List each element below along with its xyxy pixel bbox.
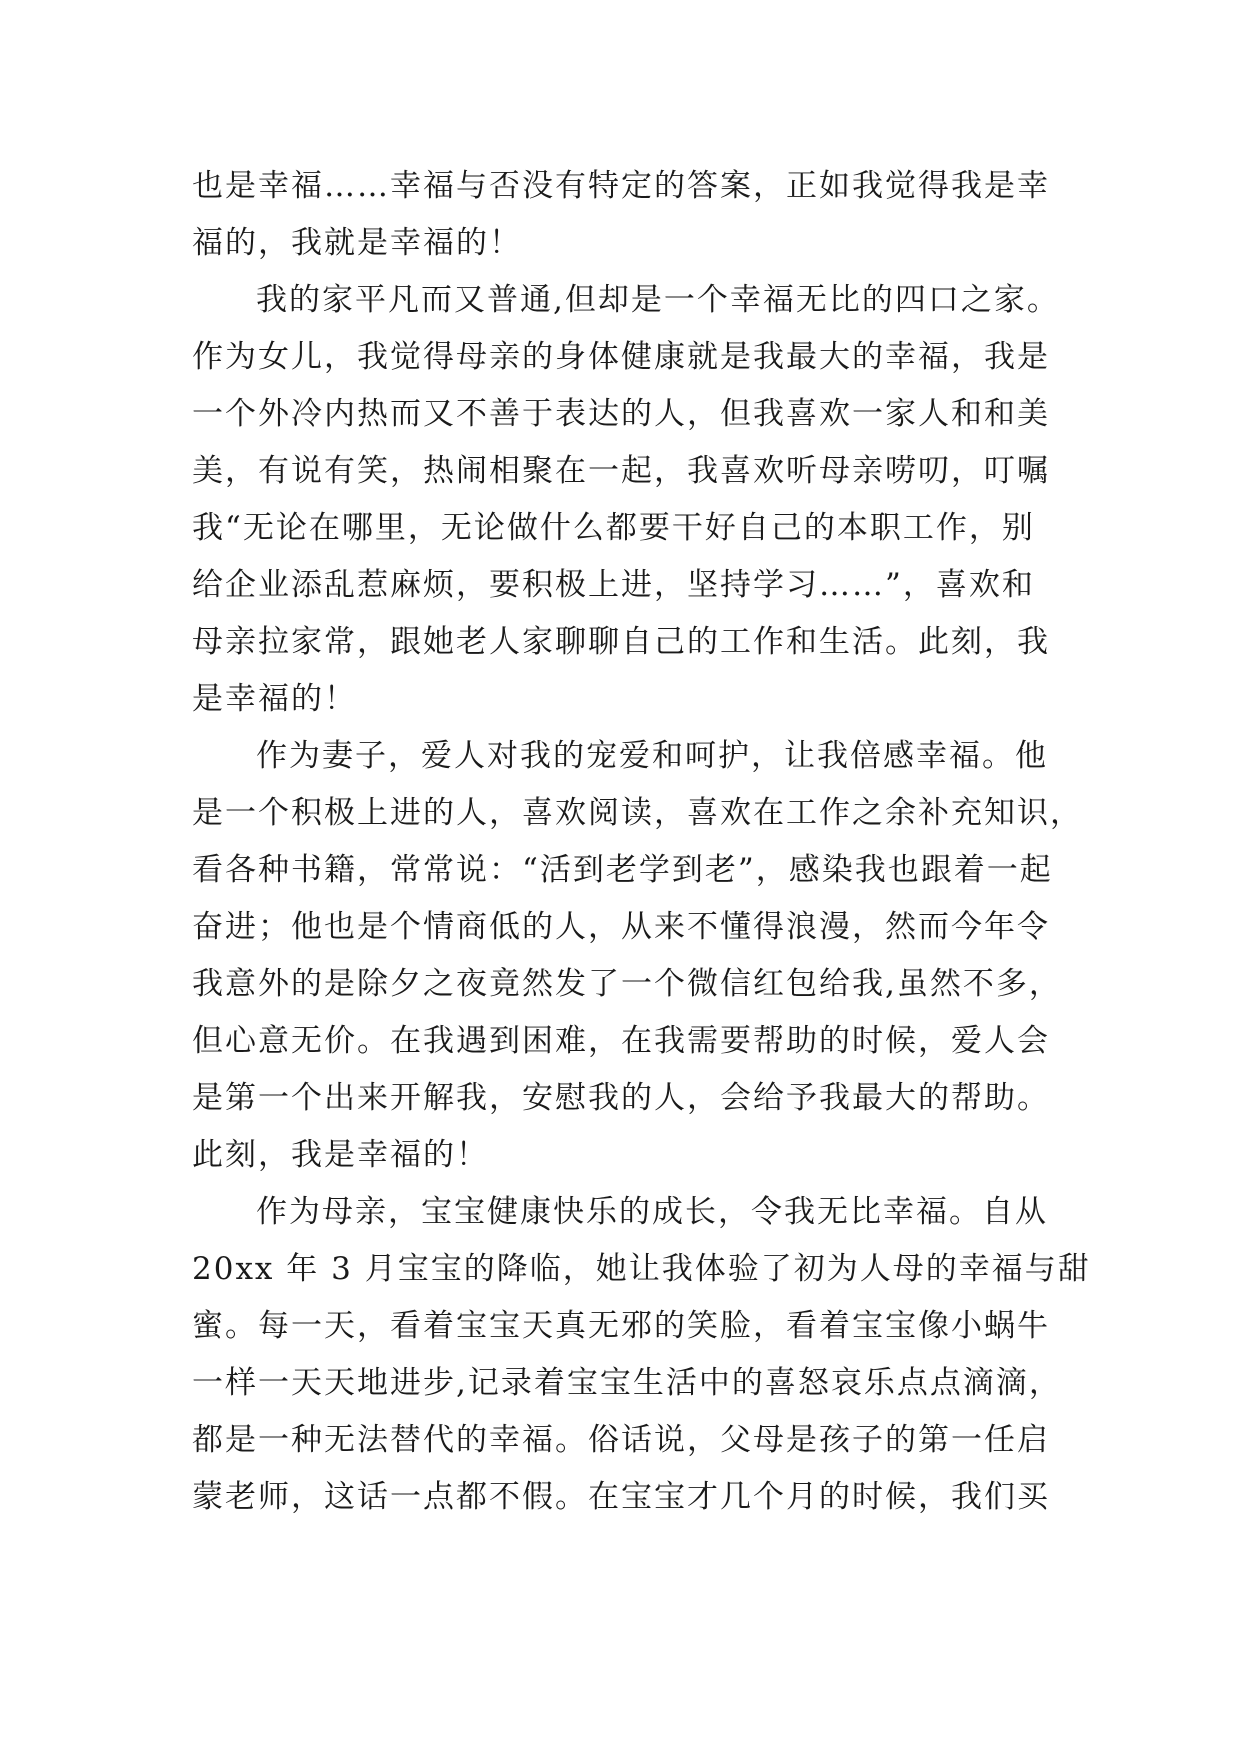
text-line: 我意外的是除夕之夜竟然发了一个微信红包给我,虽然不多， (192, 966, 1062, 1002)
text-line: 给企业添乱惹麻烦，要积极上进，坚持学习……”，喜欢和 (192, 567, 1035, 603)
text-line: 作为女儿，我觉得母亲的身体健康就是我最大的幸福，我是 (192, 339, 1050, 375)
text-line: 都是一种无法替代的幸福。俗话说，父母是孩子的第一任启 (192, 1422, 1050, 1458)
text-line: 也是幸福……幸福与否没有特定的答案，正如我觉得我是幸 (192, 168, 1050, 204)
paragraph-first-line: 我的家平凡而又普通,但却是一个幸福无比的四口之家。 (256, 282, 1060, 318)
paragraph-first-line: 作为母亲，宝宝健康快乐的成长，令我无比幸福。自从 (256, 1194, 1048, 1230)
text-line: 20xx 年 3 月宝宝的降临，她让我体验了初为人母的幸福与甜 (192, 1251, 1091, 1287)
text-line: 福的，我就是幸福的！ (192, 225, 522, 261)
text-line: 蜜。每一天，看着宝宝天真无邪的笑脸，看着宝宝像小蜗牛 (192, 1308, 1050, 1344)
text-line: 此刻，我是幸福的！ (192, 1137, 489, 1173)
text-line: 美，有说有笑，热闹相聚在一起，我喜欢听母亲唠叨，叮嘱 (192, 453, 1050, 489)
text-line: 是第一个出来开解我，安慰我的人，会给予我最大的帮助。 (192, 1080, 1050, 1116)
text-line: 我“无论在哪里，无论做什么都要干好自己的本职工作，别 (192, 510, 1035, 546)
text-line: 是一个积极上进的人，喜欢阅读，喜欢在工作之余补充知识， (192, 795, 1083, 831)
text-line: 母亲拉家常，跟她老人家聊聊自己的工作和生活。此刻，我 (192, 624, 1050, 660)
text-line: 是幸福的！ (192, 681, 357, 717)
text-line: 蒙老师，这话一点都不假。在宝宝才几个月的时候，我们买 (192, 1479, 1050, 1515)
text-line: 但心意无价。在我遇到困难，在我需要帮助的时候，爱人会 (192, 1023, 1050, 1059)
paragraph-first-line: 作为妻子，爱人对我的宠爱和呵护，让我倍感幸福。他 (256, 738, 1048, 774)
text-line: 看各种书籍，常常说：“活到老学到老”，感染我也跟着一起 (192, 852, 1053, 888)
text-line: 奋进；他也是个情商低的人，从来不懂得浪漫，然而今年令 (192, 909, 1050, 945)
text-line: 一个外冷内热而又不善于表达的人，但我喜欢一家人和和美 (192, 396, 1050, 432)
text-line: 一样一天天地进步,记录着宝宝生活中的喜怒哀乐点点滴滴， (192, 1365, 1062, 1401)
body-text (192, 158, 1091, 1526)
